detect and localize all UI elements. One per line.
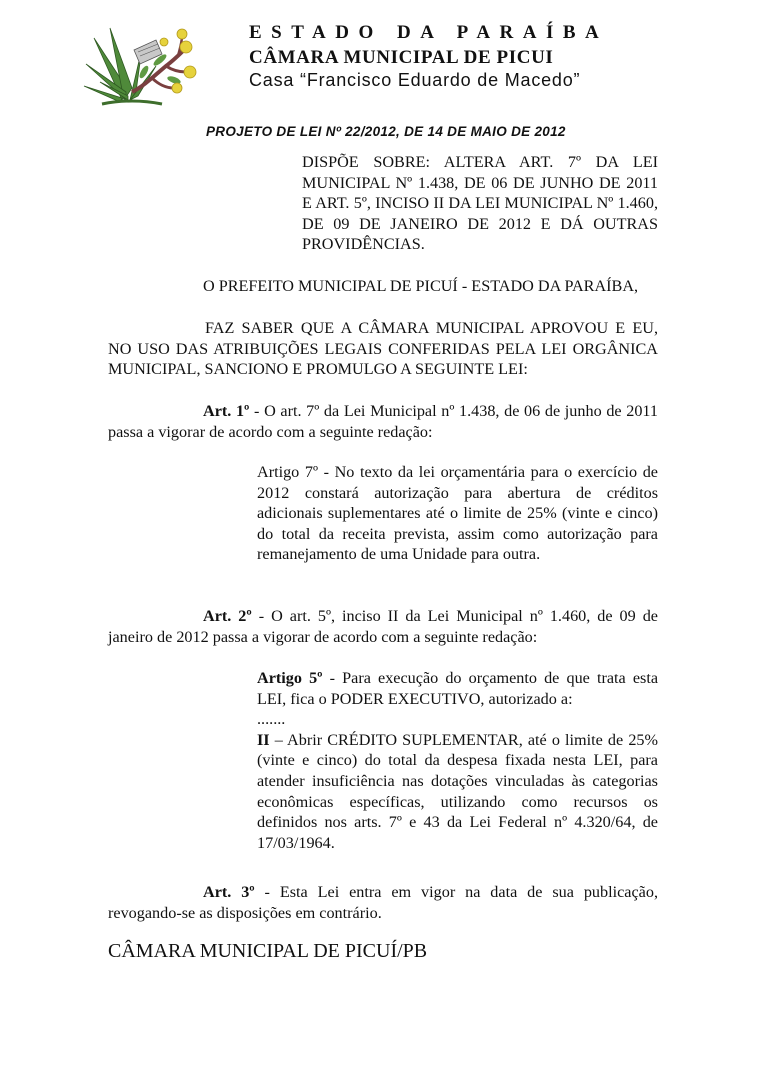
state-heading: ESTADO DA PARAÍBA xyxy=(249,22,609,43)
article-2-quote-label: Artigo 5º xyxy=(257,669,323,687)
article-1-label: Art. 1º xyxy=(203,402,250,420)
article-2-inciso-label: II xyxy=(257,730,270,749)
preamble-paragraph-2 xyxy=(108,318,658,380)
footer-chamber-name: CÂMARA MUNICIPAL DE PICUÍ/PB xyxy=(108,940,428,962)
municipal-emblem-logo xyxy=(82,20,202,112)
emblem-plant-icon xyxy=(82,20,202,112)
article-3-text: - Esta Lei entra em vigor na data de sua publicação, revogando-se as disposições em contrário. xyxy=(108,883,658,922)
bill-summary: DISPÕE SOBRE: ALTERA ART. 7º DA LEI MUNICIPAL Nº 1.438, DE 06 DE JUNHO DE 2011 E ART. 5º, INCISO II DA LEI MUNICIPAL Nº 1.460, DE 09 DE JANEIRO DE 2012 E DÁ OUTRAS PROVIDÊNCIAS. xyxy=(302,153,658,254)
article-1 xyxy=(108,401,658,442)
article-1-quote: Artigo 7º - No texto da lei orçamentária para o exercício de 2012 constará autorização para abertura de créditos adicionais suplementares até o limite de 25% (vinte e cinco) do total da receita prevista, assim como autorização para remanejamento de uma Unidade para outra. xyxy=(257,463,658,564)
article-2-inciso-text: – Abrir CRÉDITO SUPLEMENTAR, até o limite de 25% (vinte e cinco) do total da despesa fixada nesta LEI, para atender insuficiência nas dotações vinculadas às categorias econômicas específicas, utilizando como recursos os definidos nos arts. 7º e 43 da Lei Federal nº 4.320/64, de 17/03/1964. xyxy=(257,730,658,852)
article-2-quote-text: - Para execução do orçamento de que trata esta LEI, fica o PODER EXECUTIVO, autorizado a: xyxy=(257,669,659,708)
article-2-quote xyxy=(257,668,658,853)
chamber-heading: CÂMARA MUNICIPAL DE PICUI xyxy=(249,47,554,68)
article-2-quote-para xyxy=(257,668,658,709)
article-2-inciso xyxy=(257,730,658,854)
house-subtitle: Casa “Francisco Eduardo de Macedo” xyxy=(249,70,581,90)
article-2-ellipsis: ....... xyxy=(257,710,286,729)
article-3 xyxy=(108,882,658,923)
preamble-paragraph-1 xyxy=(108,276,658,297)
preamble-text-1: O PREFEITO MUNICIPAL DE PICUÍ - ESTADO DA PARAÍBA, xyxy=(203,277,639,295)
article-2-label: Art. 2º xyxy=(203,607,252,625)
article-3-label: Art. 3º xyxy=(203,883,255,901)
bill-title: PROJETO DE LEI Nº 22/2012, DE 14 DE MAIO DE 2012 xyxy=(206,124,566,139)
preamble-text-2: FAZ SABER QUE A CÂMARA MUNICIPAL APROVOU E EU, NO USO DAS ATRIBUIÇÕES LEGAIS CONFERIDAS PELA LEI ORGÂNICA MUNICIPAL, SANCIONO E PROMULGO A SEGUINTE LEI: xyxy=(108,319,658,379)
article-2 xyxy=(108,606,658,647)
article-1-text: - O art. 7º da Lei Municipal nº 1.438, de 06 de junho de 2011 passa a vigorar de acordo com a seguinte redação: xyxy=(108,402,659,441)
article-2-text: - O art. 5º, inciso II da Lei Municipal nº 1.460, de 09 de janeiro de 2012 passa a vigorar de acordo com a seguinte redação: xyxy=(108,607,658,646)
